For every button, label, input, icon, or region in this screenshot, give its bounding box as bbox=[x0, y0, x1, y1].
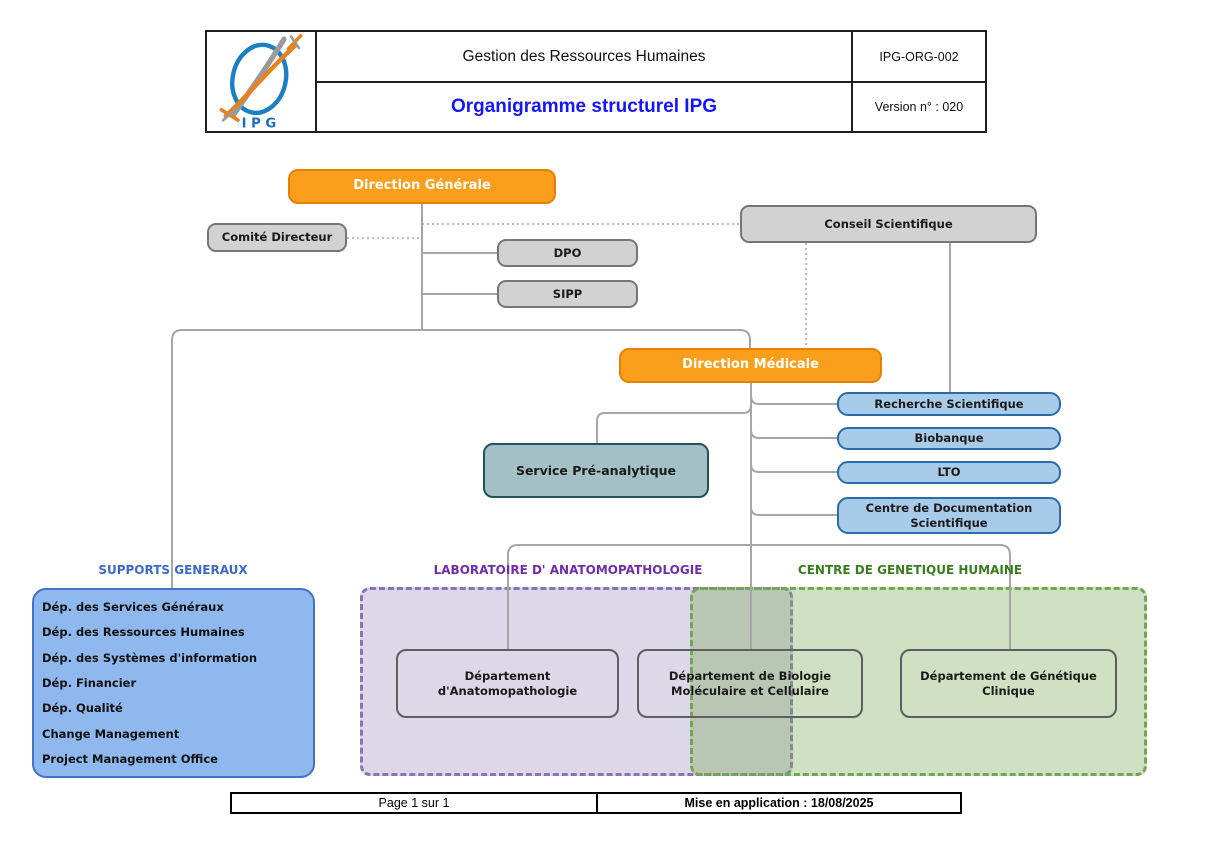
supports-item: Dép. des Services Généraux bbox=[42, 599, 224, 614]
node-biobanque bbox=[837, 427, 1061, 450]
node-label: Direction Médicale bbox=[682, 357, 819, 373]
supports-item: Change Management bbox=[42, 726, 180, 741]
connector-cds bbox=[751, 507, 837, 515]
supports-item: Dép. Financier bbox=[42, 675, 137, 690]
document-version: Version n° : 020 bbox=[874, 100, 964, 114]
document-title: Gestion des Ressources Humaines bbox=[462, 47, 706, 65]
node-departement-genetique-clinique bbox=[900, 649, 1117, 718]
node-label-line1: Centre de Documentation bbox=[865, 501, 1033, 516]
connector-service bbox=[597, 405, 751, 443]
supports-item: Project Management Office bbox=[42, 752, 218, 767]
node-label: Comité Directeur bbox=[221, 230, 333, 245]
supports-item: Dép. des Ressources Humaines bbox=[42, 625, 245, 640]
node-label: Conseil Scientifique bbox=[824, 216, 953, 231]
logo-text: I P G bbox=[241, 116, 277, 130]
node-label-line1: Département bbox=[464, 669, 551, 684]
heading-supports-generaux: SUPPORTS GENERAUX bbox=[98, 563, 248, 577]
node-direction-generale bbox=[288, 169, 556, 204]
node-label: Service Pré-analytique bbox=[515, 462, 677, 478]
document-footer-table bbox=[230, 792, 962, 814]
supports-generaux-box bbox=[32, 588, 315, 778]
footer-application-date: Mise en application : 18/08/2025 bbox=[684, 796, 874, 810]
node-centre-documentation bbox=[837, 497, 1061, 534]
logo-cell bbox=[207, 32, 317, 131]
header-right-column bbox=[851, 32, 985, 131]
node-label-line2: d'Anatomopathologie bbox=[437, 683, 578, 698]
node-lto bbox=[837, 461, 1061, 484]
node-label: SIPP bbox=[552, 286, 583, 301]
document-header-table bbox=[205, 30, 987, 133]
node-label: Direction Générale bbox=[353, 178, 491, 194]
node-label: Recherche Scientifique bbox=[874, 396, 1024, 411]
node-label-line1: Département de Génétique bbox=[920, 669, 1097, 684]
node-label: Biobanque bbox=[914, 431, 984, 446]
node-comite-directeur bbox=[207, 223, 347, 252]
node-direction-medicale bbox=[619, 348, 882, 383]
node-conseil-scientifique bbox=[740, 205, 1037, 243]
heading-laboratoire-anatomopathologie: LABORATOIRE D' ANATOMOPATHOLOGIE bbox=[433, 563, 703, 577]
connector-bottom-split bbox=[508, 545, 1010, 649]
node-label-line2: Scientifique bbox=[910, 515, 988, 530]
footer-page-number: Page 1 sur 1 bbox=[232, 794, 598, 812]
document-code: IPG-ORG-002 bbox=[879, 49, 959, 64]
supports-item: Dép. Qualité bbox=[42, 701, 123, 716]
node-service-pre-analytique bbox=[483, 443, 709, 498]
ipg-logo-icon bbox=[215, 33, 307, 130]
page-title: Organigramme structurel IPG bbox=[450, 96, 718, 117]
supports-item: Dép. des Systèmes d'information bbox=[42, 650, 258, 665]
node-sipp bbox=[497, 280, 638, 308]
node-recherche-scientifique bbox=[837, 392, 1061, 416]
connector-recherche bbox=[751, 396, 837, 404]
node-departement-biologie-moleculaire bbox=[637, 649, 863, 718]
node-dpo bbox=[497, 239, 638, 267]
connector-biobanque bbox=[751, 430, 837, 438]
node-label-line1: Département de Biologie bbox=[668, 669, 832, 684]
node-label: LTO bbox=[937, 465, 961, 480]
heading-centre-genetique-humaine: CENTRE DE GENETIQUE HUMAINE bbox=[797, 563, 1023, 577]
node-label-line2: Clinique bbox=[982, 683, 1035, 698]
node-label: DPO bbox=[553, 245, 582, 260]
node-label-line2: Moléculaire et Cellulaire bbox=[671, 683, 829, 698]
header-middle-column bbox=[317, 32, 851, 131]
connector-lto bbox=[751, 464, 837, 472]
node-departement-anatomopathologie bbox=[396, 649, 619, 718]
